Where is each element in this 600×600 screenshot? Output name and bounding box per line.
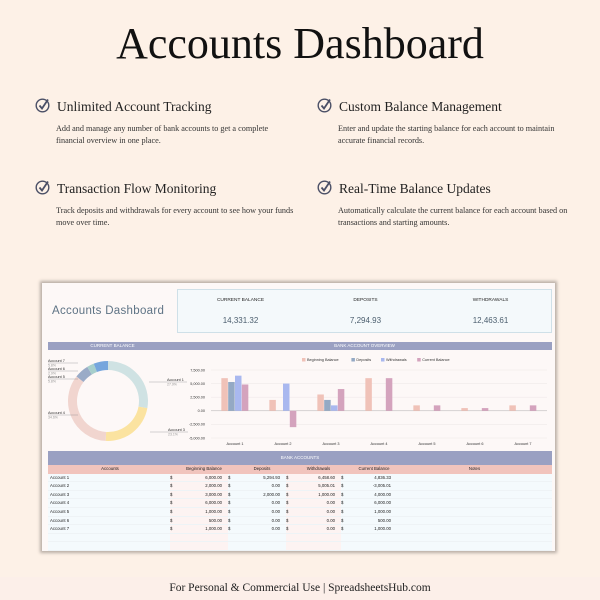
x-tick-label: Account 6 (466, 442, 484, 446)
donut-percent: 5.8% (48, 363, 56, 368)
account-name[interactable]: Account 4 (48, 499, 170, 507)
currency-symbol: $ (286, 482, 296, 490)
account-name[interactable]: Account 2 (48, 482, 170, 490)
y-tick-label: 0.00 (197, 409, 205, 414)
bar-chart (177, 353, 552, 448)
donut-header: CURRENT BALANCE (48, 342, 177, 350)
currency-symbol: $ (286, 499, 296, 507)
cell-value[interactable]: 0.00 (296, 508, 341, 516)
x-tick-label: Account 5 (418, 442, 436, 446)
chart-header: BANK ACCOUNT OVERVIEW (177, 342, 552, 350)
bar-current-balance (290, 411, 297, 427)
bar-beginning-balance (413, 405, 420, 410)
cell-value[interactable]: 0.00 (238, 517, 286, 525)
table-column-headers (48, 465, 552, 474)
check-circle-icon (317, 97, 333, 117)
notes-cell[interactable] (397, 525, 552, 533)
check-circle-icon (317, 179, 333, 199)
feature-title: Real-Time Balance Updates (339, 181, 491, 196)
currency-symbol: $ (286, 517, 296, 525)
legend-swatch (381, 358, 385, 362)
feature-title: Custom Balance Management (339, 99, 502, 114)
currency-symbol: $ (170, 491, 180, 499)
table-row (48, 499, 552, 508)
kpi-label: CURRENT BALANCE (216, 298, 265, 303)
x-tick-label: Account 4 (370, 442, 388, 446)
cell-value[interactable]: 6,000.00 (351, 499, 397, 507)
column-header: Notes (468, 466, 481, 471)
notes-cell[interactable] (397, 474, 552, 482)
legend-label: Beginning Balance (307, 358, 339, 363)
cell-value[interactable]: 5,294.93 (238, 474, 286, 482)
donut-label: Account 7 (48, 359, 65, 363)
currency-symbol: $ (341, 517, 351, 525)
donut-label: Account 3 (168, 428, 185, 432)
donut-label: Account 1 (167, 378, 184, 382)
column-header: Withdrawals (306, 466, 331, 471)
kpi-value: 7,294.93 (349, 316, 382, 325)
cell-value[interactable]: 3,000.00 (180, 491, 228, 499)
donut-label: Account 4 (48, 411, 65, 415)
donut-percent: 5.8% (48, 379, 56, 384)
feature-description: Automatically calculate the current balance for each account based on transactions and starting amounts. (338, 206, 568, 227)
bar-current-balance (482, 408, 489, 411)
feature-item (317, 97, 577, 147)
cell-value[interactable]: 0.00 (238, 499, 286, 507)
bar-current-balance (386, 378, 393, 411)
table-row (48, 534, 552, 543)
account-name[interactable]: Account 6 (48, 517, 170, 525)
donut-slice (108, 361, 148, 408)
legend-label: Deposits (356, 358, 372, 363)
feature-description: Track deposits and withdrawals for every account to see how your funds move over time. (56, 206, 294, 227)
legend-swatch (417, 358, 421, 362)
bar-deposits (228, 382, 235, 411)
cell-value[interactable]: 0.00 (238, 508, 286, 516)
currency-symbol: $ (286, 508, 296, 516)
bar-beginning-balance (365, 378, 372, 411)
y-tick-label: 2,500.00 (190, 395, 205, 400)
x-tick-label: Account 7 (514, 442, 532, 446)
currency-symbol: $ (170, 517, 180, 525)
bar-current-balance (242, 384, 249, 410)
y-tick-label: 7,500.00 (190, 368, 205, 373)
kpi-value: 14,331.32 (222, 316, 259, 325)
bar-current-balance (338, 389, 345, 411)
table-row (48, 474, 552, 483)
cell-value[interactable]: 6,000.00 (180, 499, 228, 507)
bar-withdrawals (235, 376, 242, 411)
donut-label: Account 5 (48, 375, 65, 379)
donut-percent: 23.1% (168, 432, 178, 437)
bank-accounts-table (48, 451, 552, 551)
bar-beginning-balance (317, 394, 324, 410)
donut-label: Account 6 (48, 367, 65, 371)
column-header: Accounts (101, 466, 119, 471)
kpi-withdrawals (428, 290, 553, 325)
y-tick-label: 5,000.00 (190, 381, 205, 386)
currency-symbol: $ (341, 499, 351, 507)
cell-value[interactable]: 1,000.00 (180, 508, 228, 516)
currency-symbol: $ (286, 474, 296, 482)
cell-value[interactable]: 500.00 (180, 517, 228, 525)
kpi-deposits (303, 290, 428, 325)
cell-value[interactable]: 1,000.00 (351, 508, 397, 516)
cell-value[interactable]: 5,005.01 (296, 482, 341, 490)
currency-symbol: $ (341, 491, 351, 499)
table-row (48, 482, 552, 491)
table-row (48, 525, 552, 534)
currency-symbol: $ (170, 474, 180, 482)
feature-item (35, 179, 295, 229)
feature-item (317, 179, 577, 229)
cell-value[interactable]: 6,458.60 (296, 474, 341, 482)
feature-title: Transaction Flow Monitoring (57, 181, 217, 196)
legend-swatch (351, 358, 355, 362)
bar-current-balance (530, 405, 537, 410)
page-title: Accounts Dashboard (116, 19, 484, 68)
currency-symbol: $ (228, 517, 238, 525)
bar-current-balance (434, 405, 441, 410)
currency-symbol: $ (341, 508, 351, 516)
feature-description: Add and manage any number of bank accounts to get a complete financial overview in one place. (56, 124, 269, 145)
kpi-label: WITHDRAWALS (472, 298, 509, 303)
feature-description: Enter and update the starting balance for each account to maintain accurate financial records. (338, 124, 555, 145)
y-tick-label: -5,000.00 (188, 436, 205, 441)
donut-chart (42, 353, 185, 448)
donut-percent: 27.9% (167, 382, 177, 387)
currency-symbol: $ (341, 474, 351, 482)
currency-symbol: $ (286, 525, 296, 533)
column-header: Beginning Balance (186, 466, 222, 471)
x-tick-label: Account 2 (274, 442, 292, 446)
legend-label: Withdrawals (386, 358, 407, 363)
account-name[interactable]: Account 5 (48, 508, 170, 516)
bar-beginning-balance (509, 405, 515, 410)
cell-value[interactable]: 4,836.33 (351, 474, 397, 482)
x-tick-label: Account 3 (322, 442, 340, 446)
table-header: BANK ACCOUNTS (48, 451, 552, 465)
cell-value[interactable]: 0.00 (296, 525, 341, 533)
y-tick-label: -2,500.00 (188, 422, 205, 427)
legend-label: Current Balance (422, 358, 450, 363)
column-header: Current Balance (358, 466, 390, 471)
bar-withdrawals (283, 384, 290, 411)
table-row (48, 508, 552, 517)
notes-cell[interactable] (397, 499, 552, 507)
currency-symbol: $ (170, 508, 180, 516)
bar-withdrawals (331, 405, 338, 410)
check-circle-icon (35, 97, 51, 117)
notes-cell[interactable] (397, 491, 552, 499)
currency-symbol: $ (170, 499, 180, 507)
cell-value[interactable]: 1,000.00 (296, 491, 341, 499)
currency-symbol: $ (228, 525, 238, 533)
kpi-label: DEPOSITS (353, 298, 378, 303)
currency-symbol: $ (170, 525, 180, 533)
notes-cell[interactable] (397, 508, 552, 516)
kpi-panel (177, 289, 552, 333)
feature-title: Unlimited Account Tracking (57, 99, 212, 114)
bar-deposits (324, 400, 331, 411)
x-tick-label: Account 1 (226, 442, 244, 446)
notes-cell[interactable] (397, 482, 552, 490)
kpi-value: 12,463.61 (472, 316, 509, 325)
cell-value[interactable]: 6,000.00 (180, 474, 228, 482)
currency-symbol: $ (228, 482, 238, 490)
footer: For Personal & Commercial Use | SpreadsheetsHub.com (0, 577, 600, 600)
currency-symbol: $ (170, 482, 180, 490)
donut-slice (68, 376, 106, 440)
notes-cell[interactable] (397, 517, 552, 525)
cell-value[interactable]: 2,000.00 (180, 482, 228, 490)
currency-symbol: $ (341, 525, 351, 533)
cell-value[interactable]: 1,000.00 (351, 525, 397, 533)
currency-symbol: $ (228, 491, 238, 499)
dashboard-preview (42, 283, 555, 551)
currency-symbol: $ (341, 482, 351, 490)
cell-value[interactable]: 2,000.00 (238, 491, 286, 499)
dashboard-title: Accounts Dashboard (52, 305, 165, 317)
bar-beginning-balance (461, 408, 468, 411)
cell-value[interactable]: 0.00 (238, 482, 286, 490)
donut-percent: 34.6% (48, 415, 58, 420)
currency-symbol: $ (228, 508, 238, 516)
currency-symbol: $ (228, 499, 238, 507)
donut-percent: 2.9% (48, 371, 56, 376)
kpi-current-balance (178, 290, 303, 325)
account-name[interactable]: Account 1 (48, 474, 170, 482)
bar-beginning-balance (269, 400, 276, 411)
table-row (48, 517, 552, 526)
cell-value[interactable]: 0.00 (296, 517, 341, 525)
bar-beginning-balance (221, 378, 228, 411)
account-name[interactable]: Account 7 (48, 525, 170, 533)
cell-value[interactable]: 1,000.00 (180, 525, 228, 533)
cell-value[interactable]: 500.00 (351, 517, 397, 525)
notes-cell[interactable] (397, 542, 552, 550)
feature-item (35, 97, 295, 147)
table-row (48, 542, 552, 551)
cell-value[interactable]: 0.00 (238, 525, 286, 533)
currency-symbol: $ (228, 474, 238, 482)
table-row (48, 491, 552, 500)
check-circle-icon (35, 179, 51, 199)
column-header: Deposits (253, 466, 271, 471)
cell-value[interactable]: 4,000.00 (351, 491, 397, 499)
account-name[interactable]: Account 3 (48, 491, 170, 499)
cell-value[interactable]: 0.00 (296, 499, 341, 507)
donut-slice (106, 407, 148, 441)
legend-swatch (302, 358, 306, 362)
currency-symbol: $ (286, 491, 296, 499)
notes-cell[interactable] (397, 534, 552, 542)
cell-value[interactable]: -3,005.01 (351, 482, 397, 490)
